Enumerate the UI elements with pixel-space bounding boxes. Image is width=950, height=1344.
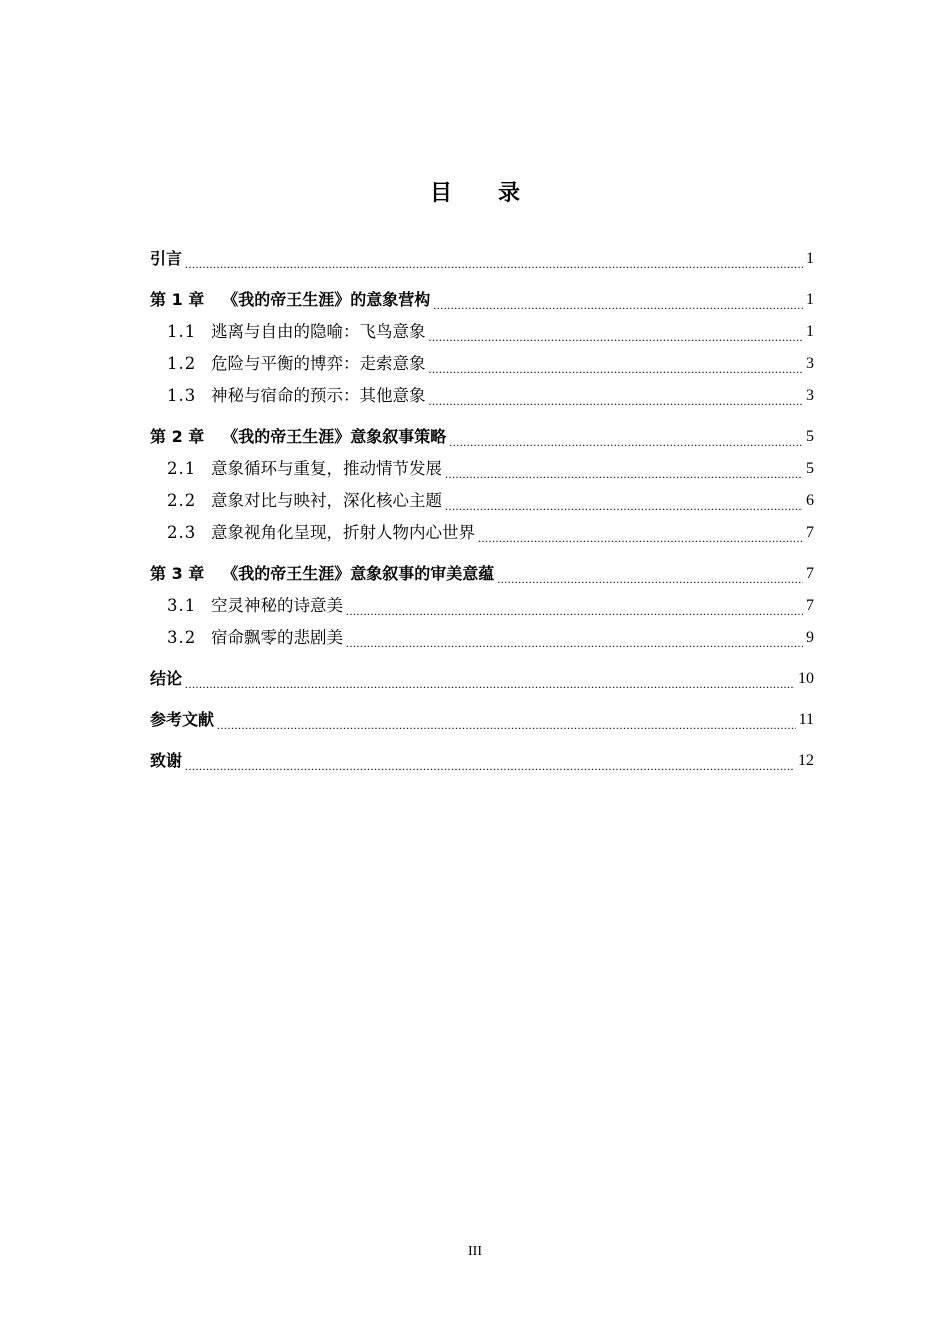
toc-entry-page: 5 <box>806 460 814 477</box>
toc-entry[interactable] <box>150 704 814 736</box>
toc-leader-dots <box>429 348 804 380</box>
toc-entry-number: 2.3 <box>167 523 197 542</box>
toc-entry[interactable] <box>150 316 814 348</box>
toc-entry-number: 第 1 章 <box>150 290 205 309</box>
toc-leader-dots <box>217 704 796 736</box>
toc-entry[interactable] <box>150 284 814 316</box>
toc-entry[interactable] <box>150 348 814 380</box>
toc-entry-label: 意象循环与重复，推动情节发展 <box>211 459 442 478</box>
toc-entry[interactable] <box>150 558 814 590</box>
toc-leader-dots <box>185 663 795 695</box>
toc-entry-page: 7 <box>806 597 814 614</box>
toc-entry-number: 2.1 <box>167 459 197 478</box>
toc-entry-label: 逃离与自由的隐喻：飞鸟意象 <box>211 322 426 341</box>
toc-leader-dots <box>185 745 795 777</box>
toc-entry-label: 参考文献 <box>150 710 215 729</box>
toc-leader-dots <box>433 284 803 316</box>
toc-entry-label: 结论 <box>150 669 183 688</box>
toc-entry-label: 神秘与宿命的预示：其他意象 <box>211 386 426 405</box>
toc-entry-number: 2.2 <box>167 491 197 510</box>
toc-leader-dots <box>445 485 803 517</box>
toc-entry-page: 12 <box>798 752 814 769</box>
toc-entry[interactable] <box>150 243 814 275</box>
toc-title-char: 录 <box>498 181 521 206</box>
toc-entry-page: 3 <box>806 387 814 404</box>
toc-entry-number: 1.3 <box>167 386 197 405</box>
toc-title <box>0 176 950 212</box>
toc-leader-dots <box>429 380 804 412</box>
toc-entry[interactable] <box>150 745 814 777</box>
toc-entry-page: 1 <box>806 250 814 267</box>
toc-entry[interactable] <box>150 380 814 412</box>
toc-leader-dots <box>346 590 803 622</box>
toc-leader-dots <box>445 453 803 485</box>
toc-entry[interactable] <box>150 485 814 517</box>
toc-entry-number: 第 3 章 <box>150 564 205 583</box>
toc-entry[interactable] <box>150 453 814 485</box>
toc-entry-label: 危险与平衡的博弈：走索意象 <box>211 354 426 373</box>
toc-entry[interactable] <box>150 517 814 549</box>
table-of-contents <box>150 243 814 777</box>
toc-entry-page: 7 <box>806 565 814 582</box>
toc-entry-label: 宿命飘零的悲剧美 <box>211 628 343 647</box>
toc-entry-label: 致谢 <box>150 751 183 770</box>
toc-entry-page: 6 <box>806 492 814 509</box>
toc-entry-page: 5 <box>806 428 814 445</box>
toc-entry[interactable] <box>150 622 814 654</box>
toc-entry[interactable] <box>150 421 814 453</box>
toc-leader-dots <box>185 243 803 275</box>
toc-entry-label: 意象对比与映衬，深化核心主题 <box>211 491 442 510</box>
toc-leader-dots <box>497 558 803 590</box>
toc-entry-number: 1.1 <box>167 322 197 341</box>
toc-entry[interactable] <box>150 663 814 695</box>
toc-leader-dots <box>478 517 803 549</box>
toc-entry-page: 7 <box>806 524 814 541</box>
toc-entry-number: 3.1 <box>167 596 197 615</box>
toc-entry-label: 《我的帝王生涯》意象叙事策略 <box>222 427 447 446</box>
toc-entry-page: 3 <box>806 355 814 372</box>
toc-entry-number: 第 2 章 <box>150 427 205 446</box>
toc-leader-dots <box>429 316 804 348</box>
toc-entry-page: 11 <box>798 711 814 728</box>
toc-entry-page: 1 <box>806 291 814 308</box>
toc-entry-page: 1 <box>806 323 814 340</box>
toc-entry-label: 引言 <box>150 249 183 268</box>
toc-entry-page: 9 <box>806 629 814 646</box>
toc-entry-number: 1.2 <box>167 354 197 373</box>
toc-entry-number: 3.2 <box>167 628 197 647</box>
toc-title-char: 目 <box>429 181 452 206</box>
toc-entry[interactable] <box>150 590 814 622</box>
toc-entry-label: 意象视角化呈现，折射人物内心世界 <box>211 523 475 542</box>
toc-entry-label: 《我的帝王生涯》意象叙事的审美意蕴 <box>222 564 495 583</box>
toc-entry-label: 空灵神秘的诗意美 <box>211 596 343 615</box>
toc-entry-page: 10 <box>798 670 814 687</box>
page-number: III <box>468 1244 482 1259</box>
toc-entry-label: 《我的帝王生涯》的意象营构 <box>222 290 431 309</box>
toc-leader-dots <box>449 421 803 453</box>
toc-leader-dots <box>346 622 803 654</box>
